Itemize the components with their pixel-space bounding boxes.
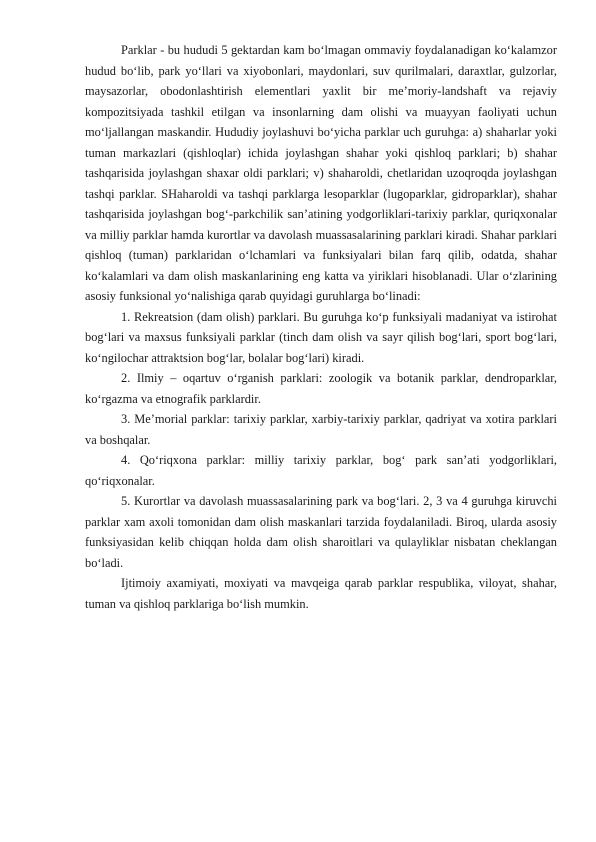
paragraph-intro: Parklar - bu hududi 5 gektardan kam bo‘lmagan ommaviy foydalanadigan ko‘kalamzor hudud bo‘lib, park yo‘llari va xiyobonlari, maydonlari, suv qurilmalari, daraxtlar, gulzorlar, maysazorlar, obodonlashtirish elementlari yaxlit bir me’moriy-landshaft va rejaviy kompozitsiyada tashkil etilgan va insonlarning dam olishi va muayyan faoliyati uchun mo‘ljallangan maskandir. Hududiy joylashuvi bo‘yicha parklar uch guruhga: a) shaharlar yoki tuman markazlari (qishloqlar) ichida joylashgan shahar yoki qishloq parklari; b) shahar tashqarisida joylashgan shaxar oldi parklari; v) shaharoldi, chetlaridan uzoqroqda joylashgan tashqi parklar. SHaharoldi va tashqi parklarga lesoparklar (lugoparklar, gidroparklar), shahar tashqarisida joylashgan bog‘-parkchilik san’atining yodgorliklari-tarixiy parklar, quriqxonalar va milliy parklar hamda kurortlar va davolash muassasalarining parklari kiradi. Shahar parklari qishloq (tuman) parklaridan o‘lchamlari va funksiyalari bilan farq qilib, odatda, shahar ko‘kalamlari va dam olish maskanlarining eng katta va yiriklari hisoblanadi. Ular o‘zlarining asosiy funksional yo‘nalishiga qarab quyidagi guruhlarga bo‘linadi: — [85, 43, 557, 303]
paragraph-scientific-parks: 2. Ilmiy – oqartuv o‘rganish parklari: zoologik va botanik parklar, dendroparklar, ko‘rgazma va etnografik parklardir. — [85, 371, 557, 406]
document-page — [85, 40, 557, 614]
paragraph-reserve-parks: 4. Qo‘riqxona parklar: milliy tarixiy parklar, bog‘ park san’ati yodgorliklari, qo‘riqxonalar. — [85, 453, 557, 488]
paragraph-memorial-parks: 3. Me’morial parklar: tarixiy parklar, xarbiy-tarixiy parklar, qadriyat va xotira parklari va boshqalar. — [85, 412, 557, 447]
paragraph-classification: Ijtimoiy axamiyati, moxiyati va mavqeiga qarab parklar respublika, viloyat, shahar, tuman va qishloq parklariga bo‘lish mumkin. — [85, 576, 557, 611]
paragraph-recreational-parks: 1. Rekreatsion (dam olish) parklari. Bu guruhga ko‘p funksiyali madaniyat va istirohat bog‘lari va maxsus funksiyali parklar (tinch dam olish va sayr qilish bog‘lari, sport bog‘lari, ko‘ngilochar attraktsion bog‘lar, bolalar bog‘lari) kiradi. — [85, 309, 557, 365]
paragraph-resort-parks: 5. Kurortlar va davolash muassasalarining park va bog‘lari. 2, 3 va 4 guruhga kiruvchi parklar xam axoli tomonidan dam olish maskanlari tarzida foydalaniladi. Biroq, ularda asosiy funksiyasidan kelib chiqqan holda dam olish sharoitlari va qulayliklar nisbatan cheklangan bo‘ladi. — [85, 494, 557, 570]
